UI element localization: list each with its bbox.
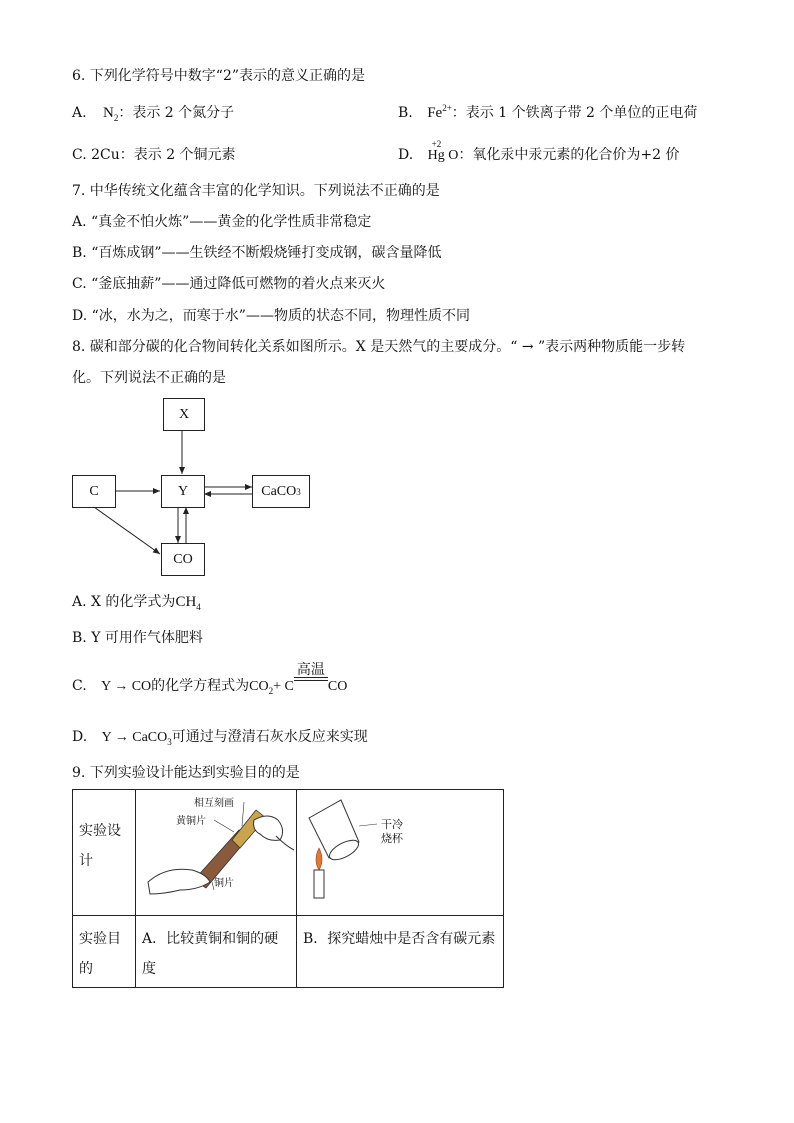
q8-option-d[interactable]: D. Y → CaCO$_3$可通过与澄清石灰水反应来实现 (72, 729, 368, 747)
equation: $CO_2+ C$ 高温 CO (249, 662, 348, 696)
label-copper: 铜片 (214, 878, 234, 889)
q7-option-d[interactable]: D. “冰，水为之，而寒于水”——物质的状态不同，物理性质不同 (72, 308, 470, 324)
option-label: A. (72, 105, 87, 121)
q7-option-c[interactable]: C. “釜底抽薪”——通过降低可燃物的着火点来灭火 (72, 276, 386, 292)
q6-option-c[interactable]: C. 2Cu：表示 2 个铜元素 (72, 147, 236, 163)
diagram-node-co: CO (161, 543, 205, 576)
valence: +2 (431, 139, 442, 149)
diagram-node-caco3: CaCO 3 (252, 475, 310, 508)
option-label: D. (398, 147, 414, 163)
table-row (73, 790, 504, 916)
q7-option-b[interactable]: B. “百炼成钢”——生铁经不断煅烧锤打变成钢，碳含量降低 (72, 245, 442, 261)
diagram-node-x: X (163, 398, 205, 431)
formula: $Fe^{2+}$ (427, 103, 452, 121)
option-text: ：表示 1 个铁离子带 2 个单位的正电荷 (451, 105, 698, 121)
option-b-purpose[interactable]: B．探究蜡烛中是否含有碳元素 (297, 916, 504, 988)
image-cell-b (297, 790, 504, 916)
label-dry-cold: 干冷 (381, 818, 403, 831)
q8-option-c[interactable]: C. Y → CO的化学方程式为$CO_2+ C$ 高温 CO (72, 662, 348, 696)
q6-stem: 6. 下列化学符号中数字“2”表示的意义正确的是 (72, 68, 366, 84)
cold-beaker-candle-illustration (297, 790, 503, 904)
label-scratch: 相互刻画 (194, 798, 234, 809)
formula: $CH_4$ (175, 594, 201, 612)
label-brass: 黄铜片 (176, 816, 206, 827)
diagram-node-c: C (72, 475, 116, 508)
arrow-c-to-co (94, 507, 160, 554)
row-header-purpose: 实验目的 (73, 916, 136, 988)
option-text: ：氧化汞中汞元素的化合价为+2 价 (458, 147, 680, 163)
option-label: B. (398, 105, 413, 121)
option-a-purpose[interactable]: A．比较黄铜和铜的硬度 (136, 916, 297, 988)
q8-option-a[interactable]: A. X 的化学式为$CH_4$ (72, 594, 201, 612)
row-header-design: 实验设计 (73, 790, 136, 916)
q9-stem: 9. 下列实验设计能达到实验目的的是 (72, 765, 300, 781)
q7-option-a[interactable]: A. “真金不怕火炼”——黄金的化学性质非常稳定 (72, 214, 372, 230)
q8-stem-line2: 化。下列说法不正确的是 (72, 370, 226, 386)
q8-option-b[interactable]: B. Y 可用作气体肥料 (72, 630, 203, 646)
brass-copper-scratch-illustration (136, 790, 296, 904)
formula: Y → CaCO$_3$ (101, 730, 172, 747)
q8-stem-line1: 8. 碳和部分碳的化合物间转化关系如图所示。X 是天然气的主要成分。“ → ”表示两种物质能一步转 (72, 339, 686, 355)
formula: +2 Hg O (428, 146, 459, 166)
q7-stem: 7. 中华传统文化蕴含丰富的化学知识。下列说法不正确的是 (72, 183, 440, 199)
label-beaker: 烧杯 (381, 832, 403, 845)
diagram-node-y: Y (161, 475, 205, 508)
image-cell-a (136, 790, 297, 916)
condition-equals: 高温 (294, 676, 328, 696)
q9-table (72, 789, 504, 988)
formula: $N_2$ (103, 105, 119, 123)
option-text: ：表示 2 个氮分子 (118, 105, 235, 121)
table-row (73, 916, 504, 988)
